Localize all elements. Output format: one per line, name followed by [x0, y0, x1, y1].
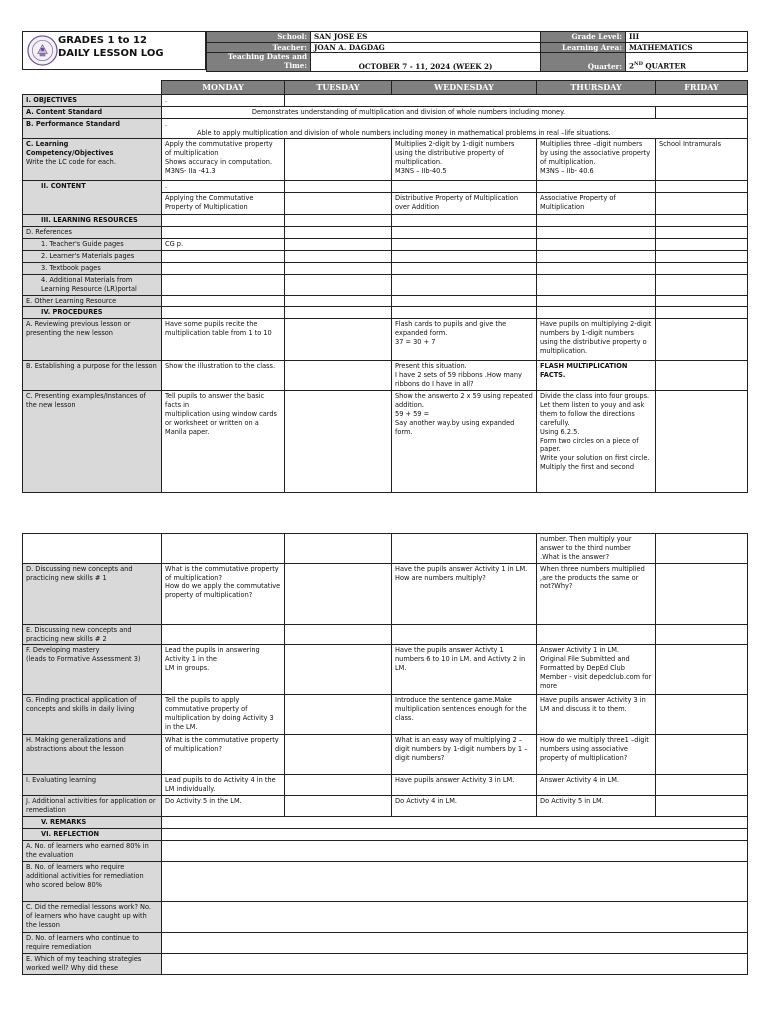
procedure-h-thursday: How do we multiply three1 –digit numbers using associative property of multiplication?	[537, 735, 656, 775]
procedure-h-label: H. Making generalizations and abstractions about the lesson	[23, 735, 162, 775]
school-value: SAN JOSE ES	[311, 32, 541, 43]
procedure-d-label: D. Discussing new concepts and practicing new skills # 1	[23, 563, 162, 624]
procedure-i-thursday: Answer Activity 4 in LM.	[537, 775, 656, 796]
procedure-d-wednesday: Have the pupils answer Activity 1 in LM. How are numbers multiply?	[392, 563, 537, 624]
procedure-g-label: G. Finding practical application of concepts and skills in daily living	[23, 695, 162, 735]
day-header-monday: MONDAY	[162, 81, 285, 95]
reflection-a-label: A. No. of learners who earned 80% in the evaluation	[23, 841, 162, 862]
area-label: Learning Area:	[541, 42, 626, 53]
content-monday: Applying the Commutative Property of Multiplication	[162, 193, 285, 215]
textbook-pages-label: 3. Textbook pages	[23, 262, 162, 274]
performance-standard-text: Able to apply multiplication and division of whole numbers including money in mathematical problems in real –life situations.	[197, 128, 611, 137]
content-thursday: Associative Property of Multiplication	[537, 193, 656, 215]
procedure-h-monday: What is the commutative property of multiplication?	[162, 735, 285, 775]
procedure-c-label: C. Presenting examples/Instances of the new lesson	[23, 391, 162, 493]
content-heading: II. CONTENT	[23, 181, 162, 215]
procedure-c-wednesday: Show the answerto 2 x 59 using repeated addition. 59 + 59 = Say another way.by using expanded form.	[392, 391, 537, 493]
procedures-heading: IV. PROCEDURES	[23, 307, 162, 319]
procedure-b-wednesday: Present this situation. I have 2 sets of 59 ribbons .How many ribbons do I have in all?	[392, 361, 537, 391]
header-info-table	[206, 31, 748, 72]
procedure-g-wednesday: Introduce the sentence game.Make multiplication sentences enough for the class.	[392, 695, 537, 735]
procedure-i-label: I. Evaluating learning	[23, 775, 162, 796]
procedure-f-monday: Lead the pupils in answering Activity 1 in the LM in groups.	[162, 645, 285, 695]
procedure-h-wednesday: What is an easy way of multiplying 2 –digit numbers by 1-digit numbers by 1 –digit numbers?	[392, 735, 537, 775]
content-wednesday: Distributive Property of Multiplication over Addition	[392, 193, 537, 215]
performance-standard-label: B. Performance Standard	[23, 118, 162, 139]
objectives-dot: .	[162, 94, 285, 106]
reflection-e-label: E. Which of my teaching strategies worked well? Why did these	[23, 954, 162, 975]
grade-value: III	[626, 32, 748, 43]
procedure-d-monday: What is the commutative property of multiplication? How do we apply the commutative property of multiplication?	[162, 563, 285, 624]
quarter-value: 2ND QUARTER	[626, 53, 748, 72]
lc-thursday: Multiplies three –digit numbers by using the associative property of multiplication. M3NS – IIb- 40.6	[537, 139, 656, 181]
procedure-a-monday: Have some pupils recite the multiplication table from 1 to 10	[162, 319, 285, 361]
procedure-j-wednesday: Do Activty 4 in LM.	[392, 796, 537, 817]
lc-tuesday	[285, 139, 392, 181]
learners-materials-label: 2. Learner's Materials pages	[23, 251, 162, 263]
reflection-heading: VI. REFLECTION	[23, 829, 162, 841]
teacher-label: Teacher:	[207, 42, 311, 53]
procedure-a-wednesday: Flash cards to pupils and give the expanded form. 37 = 30 + 7	[392, 319, 537, 361]
day-header-tuesday: TUESDAY	[285, 81, 392, 95]
procedure-j-label: J. Additional activities for application or remediation	[23, 796, 162, 817]
day-header-friday: FRIDAY	[656, 81, 748, 95]
procedure-c-thursday: Divide the class into four groups. Let them listen to youy and ask them to follow the directions carefully. Using 6.2.5. Form two circles on a piece of paper. Write your solution on first circle. Multiply the first and second	[537, 391, 656, 493]
lc-monday: Apply the commutative property of multiplication Shows accuracy in computation. M3NS- IIa -41.3	[162, 139, 285, 181]
lc-wednesday: Multiplies 2-digit by 1-digit numbers using the distributive property of multiplication. M3NS – IIb-40.5	[392, 139, 537, 181]
content-standard-text: Demonstrates understanding of multiplication and division of whole numbers including money.	[162, 106, 656, 118]
teacher-value: JOAN A. DAGDAG	[311, 42, 541, 53]
learning-resources-heading: III. LEARNING RESOURCES	[23, 215, 162, 227]
objectives-heading: I. OBJECTIVES	[23, 94, 162, 106]
references-label: D. References	[23, 227, 162, 239]
dates-value: OCTOBER 7 - 11, 2024 (WEEK 2)	[311, 53, 541, 72]
procedure-i-wednesday: Have pupils answer Activity 3 in LM.	[392, 775, 537, 796]
procedure-f-label: F. Developing mastery (leads to Formative Assessment 3)	[23, 645, 162, 695]
lc-friday: School Intramurals	[656, 139, 748, 181]
reflection-b-label: B. No. of learners who require additional activities for remediation who scored below 80%	[23, 862, 162, 902]
day-header-wednesday: WEDNESDAY	[392, 81, 537, 95]
procedure-a-thursday: Have pupils on multiplying 2-digit numbers by 1-digit numbers using the distributive property o multiplication.	[537, 319, 656, 361]
procedure-a-label: A. Reviewing previous lesson or presenting the new lesson	[23, 319, 162, 361]
procedure-i-monday: Lead pupils to do Activity 4 in the LM individually.	[162, 775, 285, 796]
title-line-2: DAILY LESSON LOG	[58, 48, 164, 59]
content-standard-label: A. Content Standard	[23, 106, 162, 118]
learning-competency-label: C. Learning Competency/Objectives Write the LC code for each.	[23, 139, 162, 181]
procedure-b-monday: Show the illustration to the class.	[162, 361, 285, 391]
procedure-c-monday: Tell pupils to answer the basic facts in multiplication using window cards or worksheet or written on a Manila paper.	[162, 391, 285, 493]
remarks-heading: V. REMARKS	[23, 817, 162, 829]
procedure-b-label: B. Establishing a purpose for the lesson	[23, 361, 162, 391]
procedure-f-thursday: Answer Activity 1 in LM. Original File Submitted and Formatted by DepEd Club Member - visit depedclub.com for more	[537, 645, 656, 695]
title-line-1: GRADES 1 to 12	[58, 35, 147, 46]
procedure-g-monday: Tell the pupils to apply commutative property of multiplication by doing Activity 3 in the LM.	[162, 695, 285, 735]
area-value: MATHEMATICS	[626, 42, 748, 53]
procedure-c-thursday-continued: number. Then multiply your answer to the third number .What is the answer?	[537, 534, 656, 564]
day-header-thursday: THURSDAY	[537, 81, 656, 95]
procedure-j-thursday: Do Activity 5 in LM.	[537, 796, 656, 817]
lesson-table-page-2	[22, 533, 748, 975]
content-dot: .	[162, 181, 285, 193]
dates-label: Teaching Dates and Time:	[207, 53, 311, 72]
procedure-d-thursday: When three numbers multiplied ,are the products the same or not?Why?	[537, 563, 656, 624]
procedure-g-thursday: Have pupils answer Activity 3 in LM and discuss it to them.	[537, 695, 656, 735]
procedure-j-monday: Do Activity 5 in the LM.	[162, 796, 285, 817]
additional-materials-label: 4. Additional Materials from Learning Resource (LR)portal	[23, 274, 162, 295]
procedure-b-thursday: FLASH MULTIPLICATION FACTS.	[537, 361, 656, 391]
lesson-table-page-1	[22, 80, 748, 493]
teachers-guide-label: 1. Teacher's Guide pages	[23, 239, 162, 251]
deped-seal-logo	[27, 35, 58, 66]
quarter-label: Quarter:	[541, 53, 626, 72]
performance-standard-cell: . Able to apply multiplication and division of whole numbers including money in mathematical problems in real –life situations.	[162, 118, 748, 139]
other-learning-resource-label: E. Other Learning Resource	[23, 295, 162, 307]
grade-label: Grade Level:	[541, 32, 626, 43]
procedure-f-wednesday: Have the pupils answer Activty 1 numbers 6 to 10 in LM. and Activty 2 in LM.	[392, 645, 537, 695]
reflection-d-label: D. No. of learners who continue to require remediation	[23, 933, 162, 954]
procedure-e-label: E. Discussing new concepts and practicing new skills # 2	[23, 624, 162, 645]
reflection-c-label: C. Did the remedial lessons work? No. of learners who have caught up with the lesson	[23, 902, 162, 933]
school-label: School:	[207, 32, 311, 43]
teachers-guide-monday: CG p.	[162, 239, 285, 251]
title-box	[22, 31, 206, 70]
